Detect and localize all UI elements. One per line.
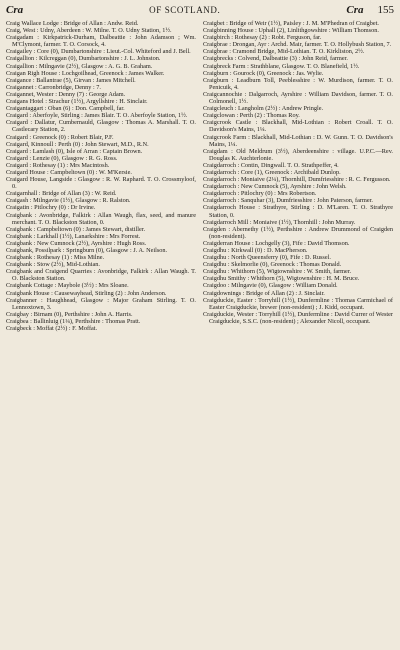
- directory-entry: Craigden : Abernethy (1½), Perthshire : Andrew Drummond of Craigden (non-resident).: [203, 225, 393, 240]
- directory-entry: Craigdarroch House : Strathyre, Stirling : D. M'Laren. T. O. Strathyre Station, 0.: [203, 204, 393, 219]
- directory-entry: Craigard : Rothesay (1) : Mrs Macintosh.: [6, 161, 110, 169]
- page-header: [6, 4, 394, 18]
- directory-entry: Craigbirch : Rothesay (2) : Robt. Ferguson, far.: [203, 34, 322, 42]
- directory-entry: Craigard, Kinnoull : Perth (0) : John Stewart, M.D., R.N.: [6, 140, 149, 148]
- directory-entry: Craigderran House : Lochgelly (3), Fife : David Thomson.: [203, 239, 350, 247]
- directory-entry: Craigard : Lamlash (0), Isle of Arran : Captain Brown.: [6, 147, 143, 155]
- directory-entry: Craigbank : New Cumnock (2½), Ayrshire : Hugh Ross.: [6, 239, 147, 247]
- directory-entry: Craigallion : Milngavie (2½), Glasgow : A. G. B. Graham.: [6, 62, 153, 70]
- right-column: [203, 20, 393, 332]
- directory-entry: Craigcleuch : Langholm (2½) : Andrew Pringle.: [203, 105, 324, 113]
- directory-entry: Craig, West : Udny, Aberdeen : W. Milne. T. O. Udny Station, 1½.: [6, 27, 172, 35]
- header-right: [346, 4, 394, 17]
- directory-entry: Craigard : Dallatur, Cumbernauld, Glasgow : Thomas A. Marshall. T. O. Castlecary Station, 2.: [6, 119, 196, 134]
- directory-entry: Craigailey : Core (0), Dumbartonshire : Lieut.-Col. Whiteford and J. Bell.: [6, 48, 191, 56]
- directory-entry: Craigburn : Leadburn Toll, Peeblesshire : W. Murdison, farmer. T. O. Penicuik, 4.: [203, 76, 393, 91]
- directory-entry: Craig Wallace Lodge : Bridge of Allan : Andw. Reid.: [6, 20, 139, 27]
- directory-entry: Craigarnhall : Bridge of Allan (3) : W. Reid.: [6, 190, 117, 198]
- directory-entry: Craigdownings : Bridge of Allan (2) : J. Sinclair.: [203, 289, 325, 297]
- directory-entry: Craigbank : Larkhall (1½), Lanarkshire : Mrs Forrest.: [6, 232, 141, 240]
- directory-entry: Craigdarroch : Moniaive (2¼), Thornhill, Dumfriesshire : R. C. Fergusson.: [203, 176, 391, 184]
- directory-entry: Craigbank : Stow (2½), Mid-Lothian.: [6, 261, 100, 269]
- directory-entry: Craigdarroch Mill : Moniaive (1½), Thornhill : John Murray.: [203, 218, 356, 226]
- directory-entry: Craigan Righ House : Lochgoilhead, Greenock : James Walker.: [6, 69, 165, 77]
- directory-entry: Craigbank : Rothesay (1) : Miss Milne.: [6, 254, 105, 262]
- directory-entry: Craigcrook Castle : Blackhall, Mid-Lothian : Robert Croall. T. O. Davidson's Mains, 1¼.: [203, 119, 393, 134]
- directory-entry: Craigdhu : North Queensferry (0), Fife : D. Russel.: [203, 254, 331, 262]
- directory-entry: Craigclowan : Perth (2) : Thomas Roy.: [203, 112, 300, 120]
- directory-entry: Craigdoo : Milngavie (0), Glasgow : William Donald.: [203, 282, 338, 290]
- directory-entry: Craigdarroch : Core (1), Greenock : Archibald Dunlop.: [203, 168, 341, 176]
- directory-entry: Craigbrae : Cramond Bridge, Mid-Lothian. T. O. Kirkliston, 2½.: [203, 48, 365, 56]
- directory-entry: Craigard House : Campbeltown (0) : W. M'Kersie.: [6, 168, 132, 176]
- left-headword: Cra: [6, 4, 24, 16]
- directory-entry: Craigard : Greenock (0) : Robert Blair, P.F.: [6, 133, 114, 141]
- directory-entry: Craigduckie, Wester : Torryhill (1½), Dunfermline : David Currer of Wester Craigduckie, S.S.C. (non-resident) ; Alexander Nicoll, occupant.: [203, 310, 393, 325]
- directory-entry: Craigbrecks : Colvend, Dalbeattie (3) : John Reid, farmer.: [203, 55, 348, 63]
- page-number: 155: [377, 4, 394, 16]
- directory-entry: Craigance : Ballantrae (5), Girvan : James Mitchell.: [6, 76, 136, 84]
- directory-entry: Craigbank House : Causewayhead, Stirling (2) : John Anderson.: [6, 289, 167, 297]
- directory-entry: Craigatin : Pitlochry (0) : Dr Irvine.: [6, 204, 96, 212]
- directory-entry: Craigash : Milngavie (1½), Glasgow : R. Ralston.: [6, 197, 131, 205]
- directory-entry: Craigard House, Langside : Glasgow : R. W. Raphard. T. O. Crossmyloof, 0.: [6, 176, 196, 191]
- directory-entry: Craigdhu : Skelmorlie (0), Greenock : Thomas Donald.: [203, 261, 342, 269]
- directory-entry: Craigans Hotel : Strachur (1½), Argyllshire : H. Sinclair.: [6, 98, 148, 106]
- directory-entry: Craigallion : Kilcreggan (0), Dumbartonshire : J. L. Johnston.: [6, 55, 161, 63]
- directory-entry: Craigantaggart : Oban (6) : Don. Campbell, far.: [6, 105, 125, 113]
- directory-entry: Craigdhu : Whithorn (5), Wigtownshire : W. Smith, farmer.: [203, 268, 352, 276]
- directory-entry: Craigduckie, Easter : Torryhill (1½), Dunfermline : Thomas Carmichael of Easter Craigduckie, brewer (non-resident) ; J. Kidd, occupant.: [203, 296, 393, 311]
- directory-entry: Craigbeck : Moffat (2½) : F. Moffat.: [6, 325, 98, 333]
- entry-columns: [6, 20, 394, 332]
- directory-entry: Craigbanner : Haughhead, Glasgow : Major Graham Stirling. T. O. Lennoxtown, 3.: [6, 296, 196, 311]
- directory-entry: Craigdarroch : Pitlochry (0) : Mrs Robertson.: [203, 190, 317, 198]
- directory-entry: Craigard : Lenzie (0), Glasgow : R. G. Ross.: [6, 154, 118, 162]
- directory-entry: Craigburn : Gourock (0), Greenock : Jas. Wylie.: [203, 69, 324, 77]
- directory-entry: Craigdam : Old Meldrum (3½), Aberdeenshire : village. U.P.C.—Rev. Douglas K. Auchterlonie.: [203, 147, 393, 162]
- running-title: OF SCOTLAND.: [149, 5, 221, 15]
- directory-entry: Craigbet : Bridge of Weir (1½), Paisley : J. M. M'Phedran of Craigbet.: [203, 20, 379, 27]
- directory-entry: Craigannet, Wester : Denny (7) : George Adam.: [6, 90, 126, 98]
- directory-entry: Craigdarroch : New Cumnock (5), Ayrshire : John Welsh.: [203, 183, 347, 191]
- directory-entry: Craigbank and Craigend Quarries : Avonbridge, Falkirk : Allan Waugh. T. O. Blackston Station.: [6, 268, 196, 283]
- directory-entry: Craigannet : Carronbridge, Denny : 7.: [6, 83, 101, 91]
- right-headword: Cra: [346, 4, 364, 16]
- directory-entry: Craigadam : Kirkpatrick-Durham, Dalbeattie : John Adamson ; Wm. M'Clymont, farmer. T. O. Corsock, 4.: [6, 34, 196, 49]
- directory-entry: Craigbank : Avonbridge, Falkirk : Allan Waugh, flax, seed, and manure merchant. T. O. Blackston Station, 0.: [6, 211, 196, 226]
- directory-entry: Craigbay : Birnam (0), Perthshire : John A. Harris.: [6, 310, 133, 318]
- directory-entry: Craigcannochie : Dalgarroch, Ayrshire : William Davidson, farmer. T. O. Colmonell, 1½.: [203, 90, 393, 106]
- directory-entry: Craigdarroch : Contin, Dingwall. T. O. Strathpeffer, 4.: [203, 161, 339, 169]
- directory-entry: Craigbinning House : Uphall (2), Linlithgowshire : William Thomson.: [203, 27, 379, 35]
- directory-entry: Craigbreck Farm : Strathblane, Glasgow. T. O. Blanefield, 1½.: [203, 62, 360, 70]
- left-column: [6, 20, 196, 332]
- directory-entry: Craigbank : Campbeltown (0) : James Stewart, distiller.: [6, 225, 146, 233]
- directory-entry: Craigdarroch : Sanquhar (3), Dumfriesshire : John Paterson, farmer.: [203, 197, 373, 205]
- directory-entry: Craigbea : Ballinluig (1¼), Perthshire : Thomas Pratt.: [6, 317, 141, 325]
- directory-entry: Craigdhu Smithy : Whithorn (5), Wigtownshire : H. M. Bruce.: [203, 275, 360, 283]
- directory-entry: Craigard : Aberfoyle, Stirling : James Blair. T. O. Aberfoyle Station, 1½.: [6, 112, 188, 120]
- directory-entry: Craigbrae : Drongan, Ayr : Archd. Mair, farmer. T. O. Hollybush Station, 7.: [203, 41, 392, 49]
- directory-entry: Craigdhu : Kirkwall (0) : D. MacPherson.: [203, 247, 308, 254]
- directory-entry: Craigbank, Possilpark : Springburn (0), Glasgow : J. A. Neilson.: [6, 247, 168, 254]
- directory-entry: Craigcrook Farm : Blackhall, Mid-Lothian : D. W. Gunn. T. O. Davidson's Mains, 1¼.: [203, 133, 393, 148]
- directory-entry: Craigbank Cottage : Maybole (3½) : Mrs Sloane.: [6, 282, 129, 290]
